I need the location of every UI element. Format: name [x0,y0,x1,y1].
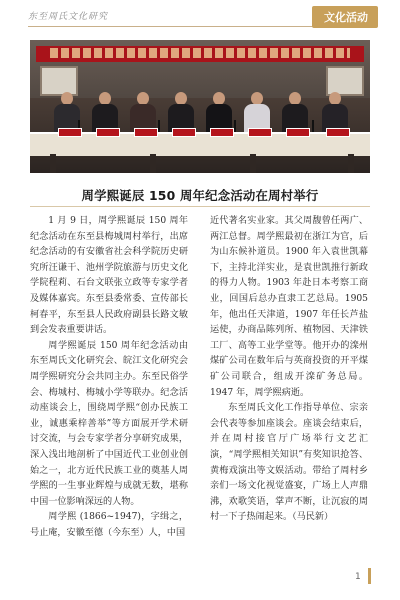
paragraph: 近代著名实业家。其父周馥曾任两广、两江总督。周学熙最初在浙江为官，后为山东候补道员。1900 年入袁世凯幕下，主持北洋实业，是袁世凯推行新政的得力人物。1903 年赴日本考察工商业，回国后总办直隶工艺总局。1905 年，他出任天津道，1907 年任长芦盐运使，办商品陈列所、植物园、天津铁工厂、高等工业学堂等。他开办的滦州煤矿公司在数年后与英商投资的开平煤矿公司联合，组成开滦矿务总局。1947 年，周学熙病逝。 [210,216,368,398]
page-marker [368,568,371,584]
paragraph: 周学熙诞辰 150 周年纪念活动由东至周氏文化研究会、皖江文化研究会周学熙研究分会共同主办。东至民俗学会、梅城村、梅城小学等联办。纪念活动座谈会上，围绕周学熙“创办民族工业，诚惠乘梓善举”等方面展开学术研讨交流，与会专家学者分享研究成果，深入浅出地剖析了中国近代工业创业创始之一，北方近代民族工业的奠基人周学熙的一生事业辉煌与成就无数，堪称中国一位影响深远的人物。 [30,340,188,507]
paragraph: 东至周氏文化工作指导单位、宗亲会代表等参加座谈会。座谈会结束后，并在周村接官厅广场举行文艺汇演，“周学熙相关知识”有奖知识抢答、黄梅戏演出等文娱活动。带给了周村乡亲们一场文化视觉盛宴，广场上人声鼎沸，欢歌笑语，掌声不断，让沉寂的周村一下子热闹起来。（马民新） [210,403,368,523]
section-tag: 文化活动 [312,6,378,28]
page-header [0,0,400,34]
article-column-right [210,214,368,526]
title-divider [30,206,370,207]
meeting-photo [30,40,370,173]
journal-name: 东至周氏文化研究 [28,12,109,22]
paragraph: 周学熙 (1866~1947)，字缉之，号止庵，安徽至德（今东至）人，中国 [30,512,188,538]
article-title: 周学熙诞辰 150 周年纪念活动在周村举行 [81,188,319,203]
article-column-left [30,214,188,541]
page-number: 1 [355,572,361,582]
paragraph: 1 月 9 日，周学熙诞辰 150 周年纪念活动在东至县梅城周村举行，出席纪念活动的有安徽省社会科学院历史研究所汪谦干、池州学院旅游与历史文化学院程莉、石台文联张立政等专家学者及媒体嘉宾。东至县委常委、宣传部长柯春平，东至县人民政府副县长路文敏到会发表重要讲话。 [30,216,188,336]
